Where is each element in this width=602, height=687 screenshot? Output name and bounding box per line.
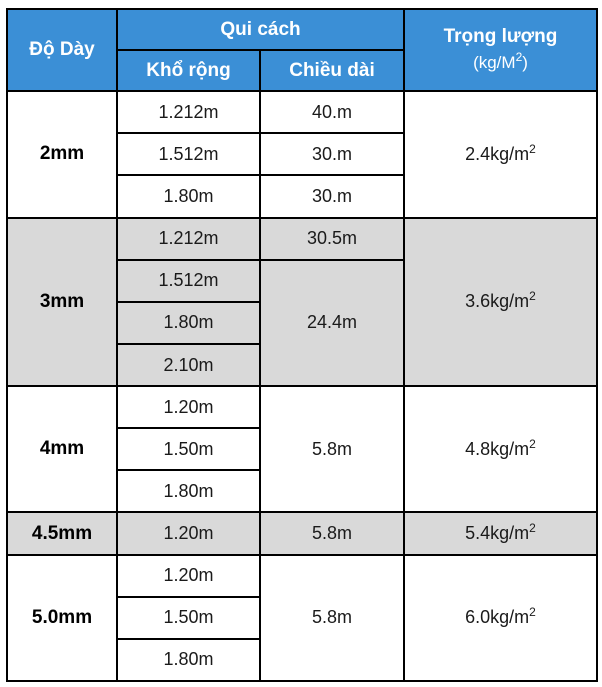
width-cell: 1.20m bbox=[117, 512, 260, 554]
width-cell: 1.80m bbox=[117, 639, 260, 681]
length-cell: 5.8m bbox=[260, 555, 404, 681]
table-row bbox=[7, 512, 597, 554]
width-cell: 1.20m bbox=[117, 386, 260, 428]
length-cell: 5.8m bbox=[260, 386, 404, 512]
spec-header: Qui cách bbox=[117, 9, 404, 50]
weight-cell: $6.0kg/m^2$ bbox=[404, 555, 597, 681]
length-cell: 30.m bbox=[260, 133, 404, 175]
weight-cell: $3.6kg/m^2$ bbox=[404, 218, 597, 387]
length-cell: 5.8m bbox=[260, 512, 404, 554]
table-row bbox=[7, 91, 597, 133]
width-cell: 1.80m bbox=[117, 302, 260, 344]
thickness-cell: 4mm bbox=[7, 386, 117, 512]
thickness-cell: 5.0mm bbox=[7, 555, 117, 681]
width-cell: 1.50m bbox=[117, 428, 260, 470]
width-cell: 1.512m bbox=[117, 260, 260, 302]
weight-cell: $4.8kg/m^2$ bbox=[404, 386, 597, 512]
table-row bbox=[7, 218, 597, 260]
width-cell: 1.212m bbox=[117, 91, 260, 133]
weight-header bbox=[404, 9, 597, 91]
table-row bbox=[7, 555, 597, 597]
thickness-cell: 4.5mm bbox=[7, 512, 117, 554]
spec-table bbox=[6, 8, 598, 682]
length-cell: 24.4m bbox=[260, 260, 404, 386]
thickness-cell: 3mm bbox=[7, 218, 117, 387]
width-cell: 1.212m bbox=[117, 218, 260, 260]
table-row bbox=[7, 386, 597, 428]
width-cell: 1.80m bbox=[117, 175, 260, 217]
length-cell: 30.5m bbox=[260, 218, 404, 260]
length-cell: 40.m bbox=[260, 91, 404, 133]
width-cell: 1.80m bbox=[117, 470, 260, 512]
thickness-header: Độ Dày bbox=[7, 9, 117, 91]
width-cell: 1.20m bbox=[117, 555, 260, 597]
length-cell: 30.m bbox=[260, 175, 404, 217]
weight-header-label: Trọng lượng bbox=[443, 26, 558, 48]
weight-cell: $2.4kg/m^2$ bbox=[404, 91, 597, 217]
width-cell: 1.512m bbox=[117, 133, 260, 175]
weight-cell: $5.4kg/m^2$ bbox=[404, 512, 597, 554]
weight-header-unit: $(kg/M^2)$ bbox=[473, 50, 528, 73]
width-cell: 1.50m bbox=[117, 597, 260, 639]
header-row bbox=[7, 9, 597, 50]
length-header: Chiều dài bbox=[260, 50, 404, 91]
width-header: Khổ rộng bbox=[117, 50, 260, 91]
width-cell: 2.10m bbox=[117, 344, 260, 386]
thickness-cell: 2mm bbox=[7, 91, 117, 217]
